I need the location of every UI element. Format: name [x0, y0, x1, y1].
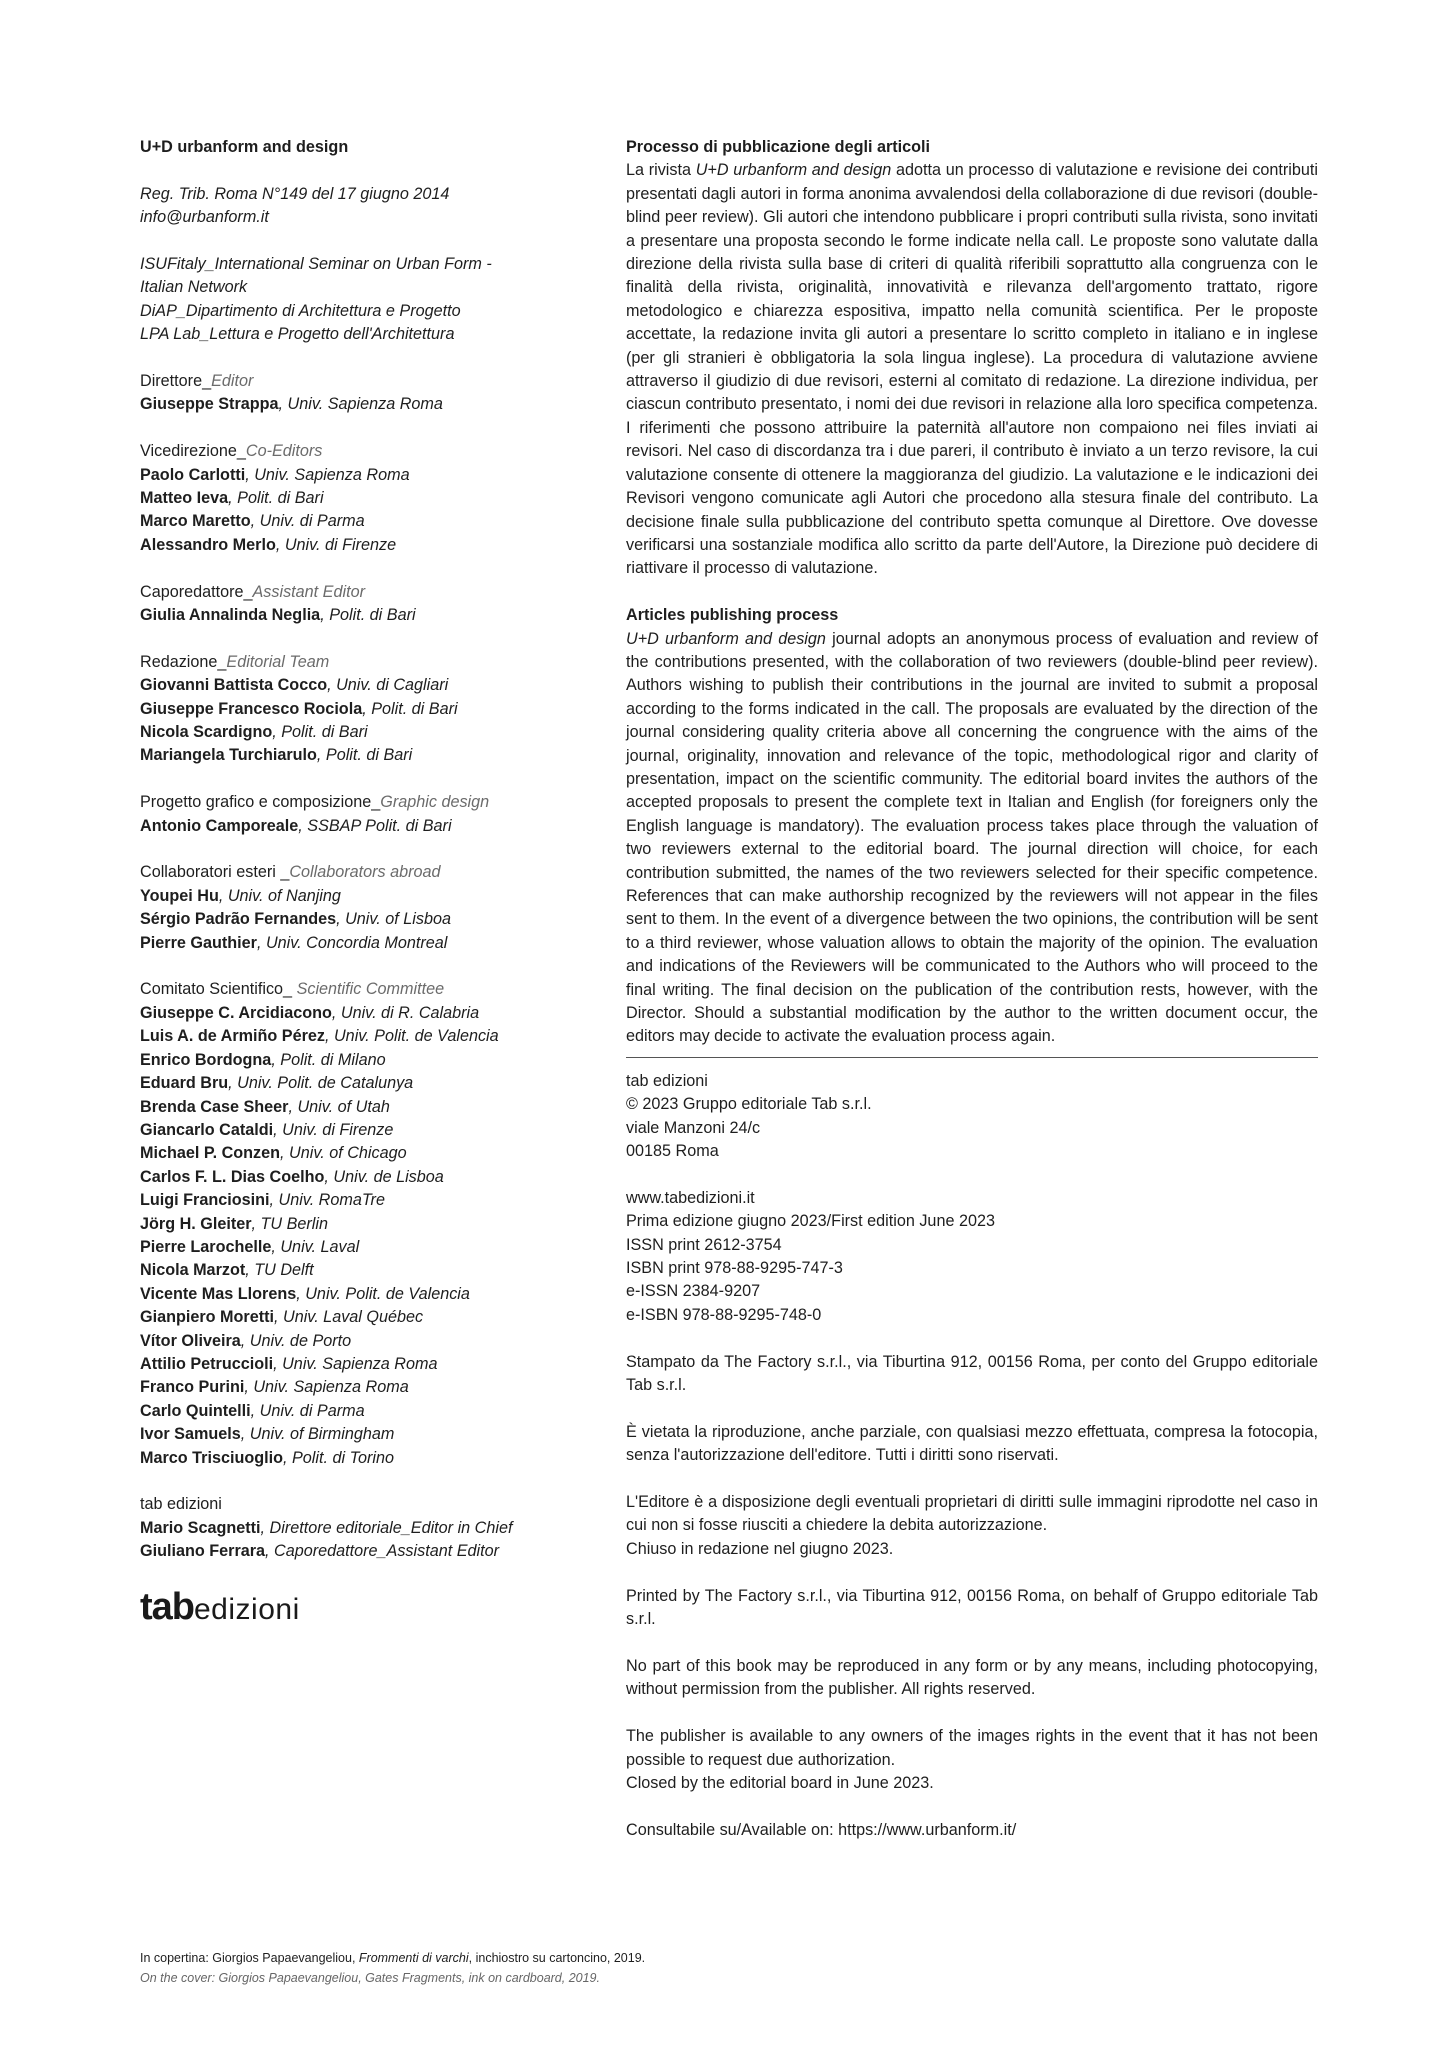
person-entry: Ivor Samuels, Univ. of Birmingham	[140, 1425, 395, 1444]
section-label-en: Collaborators abroad	[289, 863, 441, 882]
journal-title: U+D urbanform and design	[140, 138, 349, 156]
section-label-en: Editor	[211, 372, 254, 391]
section-assistant-editor	[140, 581, 540, 628]
section-label-en: Assistant Editor	[252, 582, 365, 601]
person-entry: Luigi Franciosini, Univ. RomaTre	[140, 1191, 385, 1210]
person-entry: Paolo Carlotti, Univ. Sapienza Roma	[140, 465, 410, 484]
email-link[interactable]: info@urbanform.it	[140, 208, 269, 227]
cover-caption-en: On the cover: Giorgios Papaevangeliou, Gates Fragments, ink on cardboard, 2019.	[140, 1971, 600, 1985]
section-label: tab edizioni	[140, 1495, 222, 1514]
publishing-process-en: Articles publishing process U+D urbanform and design journal adopts an anonymous process of evaluation and review of the contributions presented, with the collaboration of two reviewers (double-blind peer review). Authors wishing to publish their contributions in the journal are invited to submit a proposal according to the forms indicated in the call. The proposals are evaluated by the direction of the journal considering quality criteria above all concerning the congruence with the aims of the journal, originality, innovation and relevance of the topic, methodological rigor and clarity of presentation, impact on the scientific community. The editorial board invites the authors of the accepted proposals to present the complete text in Italian and English (for foreigners only the English language is mandatory). The evaluation process takes place through the valuation of two reviewers external to the editorial board. The journal direction will choice, for each contribution submitted, the names of the two reviewers selected for their specific competence. References that can make authorship recognized by the reviewers will not appear in the files sent to them. In the event of a divergence between the two opinions, the contribution will be sent to a third reviewer, whose valuation allows to obtain the majority of the opinion. The evaluation and indications of the Reviewers will be communicated to the Authors who will proceed to the final writing. The final decision on the publication of the contribution rests, however, with the Director. Should a substantial modification by the author to the written document occur, the editors may decide to activate the evaluation process again.	[626, 606, 1318, 1046]
copyright-it: È vietata la riproduzione, anche parziale, con qualsiasi mezzo effettuata, compresa la fotocopia, senza l'autorizzazione dell'editore. Tutti i diritti sono riservati.	[626, 1422, 1318, 1465]
network-line: DiAP_Dipartimento di Architettura e Progetto	[140, 301, 461, 320]
person-entry: Sérgio Padrão Fernandes, Univ. of Lisboa	[140, 910, 451, 929]
person-entry: Antonio Camporeale, SSBAP Polit. di Bari	[140, 816, 452, 835]
website-link[interactable]: www.tabedizioni.it	[626, 1188, 755, 1207]
person-entry: Youpei Hu, Univ. of Nanjing	[140, 886, 341, 905]
person-entry: Pierre Larochelle, Univ. Laval	[140, 1237, 360, 1256]
section-label: Progetto grafico e composizione_	[140, 793, 381, 812]
section-editorial-team	[140, 651, 540, 768]
masthead-column	[140, 136, 540, 1630]
section-scientific-committee	[140, 978, 540, 1470]
network-line: LPA Lab_Lettura e Progetto dell'Architettura	[140, 325, 455, 344]
section-label: Collaboratori esteri _	[140, 863, 290, 882]
person-entry: Franco Purini, Univ. Sapienza Roma	[140, 1378, 409, 1397]
section-collaborators-abroad	[140, 861, 540, 955]
copyright-en: No part of this book may be reproduced in any form or by any means, including photocopying, without permission from the publisher. All rights reserved.	[626, 1656, 1318, 1699]
registration: Reg. Trib. Roma N°149 del 17 giugno 2014	[140, 184, 450, 203]
section-label-en: Co-Editors	[245, 442, 323, 461]
section-heading: Processo di pubblicazione degli articoli	[626, 138, 931, 156]
person-entry: Nicola Marzot, TU Delft	[140, 1261, 314, 1280]
person-entry: Giovanni Battista Cocco, Univ. di Cagliari	[140, 676, 449, 695]
publisher-address: tab edizioni © 2023 Gruppo editoriale Tab s.r.l. viale Manzoni 24/c 00185 Roma	[626, 1071, 872, 1161]
section-label: Vicedirezione_	[140, 442, 246, 461]
person-entry: Gianpiero Moretti, Univ. Laval Québec	[140, 1308, 424, 1327]
person-entry: Brenda Case Sheer, Univ. of Utah	[140, 1097, 390, 1116]
section-label-en: Graphic design	[380, 793, 490, 812]
person-entry: Giancarlo Cataldi, Univ. di Firenze	[140, 1120, 394, 1139]
printed-by-it: Stampato da The Factory s.r.l., via Tiburtina 912, 00156 Roma, per conto del Gruppo editoriale Tab s.r.l.	[626, 1352, 1318, 1395]
divider	[626, 1057, 1318, 1058]
section-heading: Articles publishing process	[626, 606, 839, 625]
person-entry: Alessandro Merlo, Univ. di Firenze	[140, 535, 397, 554]
section-label: Comitato Scientifico_	[140, 980, 297, 999]
person-entry: Giuseppe Strappa, Univ. Sapienza Roma	[140, 395, 443, 414]
person-entry: Giuseppe C. Arcidiacono, Univ. di R. Calabria	[140, 1003, 480, 1022]
person-entry: Pierre Gauthier, Univ. Concordia Montreal	[140, 933, 448, 952]
person-entry: Giuseppe Francesco Rociola, Polit. di Bari	[140, 699, 458, 718]
section-co-editors	[140, 440, 540, 557]
person-entry: Luis A. de Armiño Pérez, Univ. Polit. de Valencia	[140, 1027, 499, 1046]
network-line: Italian Network	[140, 278, 248, 297]
network-line: ISUFitaly_International Seminar on Urban Form -	[140, 255, 492, 273]
person-entry: Michael P. Conzen, Univ. of Chicago	[140, 1144, 407, 1163]
edition-info: www.tabedizioni.it Prima edizione giugno 2023/First edition June 2023 ISSN print 2612-3754 ISBN print 978-88-9295-747-3 e-ISSN 2384-9207 e-ISBN 978-88-9295-748-0	[626, 1187, 1318, 1327]
section-label: Caporedattore_	[140, 582, 253, 601]
section-graphic-design	[140, 791, 540, 838]
cover-caption	[140, 1948, 645, 1988]
person-entry: Mario Scagnetti, Direttore editoriale_Editor in Chief	[140, 1518, 513, 1537]
person-entry: Carlo Quintelli, Univ. di Parma	[140, 1401, 365, 1420]
info-column	[626, 136, 1318, 1842]
person-entry: Carlos F. L. Dias Coelho, Univ. de Lisboa	[140, 1167, 444, 1186]
section-label: Redazione_	[140, 652, 227, 671]
person-entry: Marco Trisciuoglio, Polit. di Torino	[140, 1448, 394, 1467]
person-entry: Marco Maretto, Univ. di Parma	[140, 512, 365, 531]
person-entry: Jörg H. Gleiter, TU Berlin	[140, 1214, 329, 1233]
person-entry: Matteo Ieva, Polit. di Bari	[140, 489, 324, 508]
image-rights-it: L'Editore è a disposizione degli eventuali proprietari di diritti sulle immagini riprodotte nel caso in cui non si fosse riusciti a chiedere la debita autorizzazione. Chiuso in redazione nel giugno 2023.	[626, 1493, 1318, 1558]
person-entry: Attilio Petruccioli, Univ. Sapienza Roma	[140, 1354, 438, 1373]
section-label: Direttore_	[140, 372, 212, 391]
person-entry: Mariangela Turchiarulo, Polit. di Bari	[140, 746, 413, 765]
person-entry: Vítor Oliveira, Univ. de Porto	[140, 1331, 352, 1350]
printed-by-en: Printed by The Factory s.r.l., via Tiburtina 912, 00156 Roma, on behalf of Gruppo editoriale Tab s.r.l.	[626, 1586, 1318, 1629]
person-entry: Giuliano Ferrara, Caporedattore_Assistant Editor	[140, 1542, 499, 1561]
section-editor	[140, 370, 540, 417]
publishing-process-it: Processo di pubblicazione degli articoli La rivista U+D urbanform and design adotta un processo di valutazione e revisione dei contributi presentati dagli autori in forma anonima avvalendosi della collaborazione di due revisori (double-blind peer review). Gli autori che intendono pubblicare i propri contributi sulla rivista, sono invitati a presentare una proposta secondo le forme indicate nella call. Le proposte sono valutate dalla direzione della rivista sulla base di criteri di qualità riferibili soprattutto alla congruenza con le finalità della rivista, originalità, innovatività e rilevanza dell'argomento trattato, rigore metodologico e chiarezza espositiva, impatto nella comunità scientifica. Per le proposte accettate, la redazione invita gli autori a presentare lo scritto completo in italiano e in inglese (per gli stranieri è obbligatoria la sola lingua inglese). La procedura di valutazione avviene attraverso il giudizio di due revisori, esterni al comitato di redazione. La direzione individua, per ciascun contributo presentato, i nomi dei due revisori in relazione alla loro specifica competenza. I riferimenti che possono attribuire la paternità all'autore non compaiono nei files inviati ai revisori. Nel caso di discordanza tra i due pareri, il contributo è inviato a un terzo revisore, la cui valutazione consente di ottenere la maggioranza del giudizio. La valutazione e le indicazioni dei Revisori vengono comunicate agli Autori che procedono alla stesura finale del contributo. La decisione finale sulla pubblicazione del contributo spetta comunque al Direttore. Ove dovesse verificarsi una sostanziale modifica allo scritto da parte dell'Autore, la Direzione può decidere di riattivare il processo di valutazione.	[626, 138, 1319, 578]
cover-caption-it: In copertina: Giorgios Papaevangeliou, Frommenti di varchi, inchiostro su cartoncino, 2019.	[140, 1951, 646, 1965]
person-entry: Vicente Mas Llorens, Univ. Polit. de Valencia	[140, 1284, 470, 1303]
person-entry: Nicola Scardigno, Polit. di Bari	[140, 723, 368, 742]
section-label-en: Editorial Team	[226, 652, 330, 671]
available-on-link[interactable]: Consultabile su/Available on: https://www.urbanform.it/	[626, 1820, 1017, 1839]
section-tab-edizioni	[140, 1493, 540, 1563]
section-label-en: Scientific Committee	[296, 980, 445, 999]
person-entry: Giulia Annalinda Neglia, Polit. di Bari	[140, 606, 416, 625]
person-entry: Eduard Bru, Univ. Polit. de Catalunya	[140, 1074, 414, 1093]
person-entry: Enrico Bordogna, Polit. di Milano	[140, 1050, 386, 1069]
image-rights-en: The publisher is available to any owners of the images rights in the event that it has not been possible to request due authorization. Closed by the editorial board in June 2023.	[626, 1727, 1318, 1792]
tab-edizioni-logo: tabedizioni	[140, 1586, 300, 1629]
